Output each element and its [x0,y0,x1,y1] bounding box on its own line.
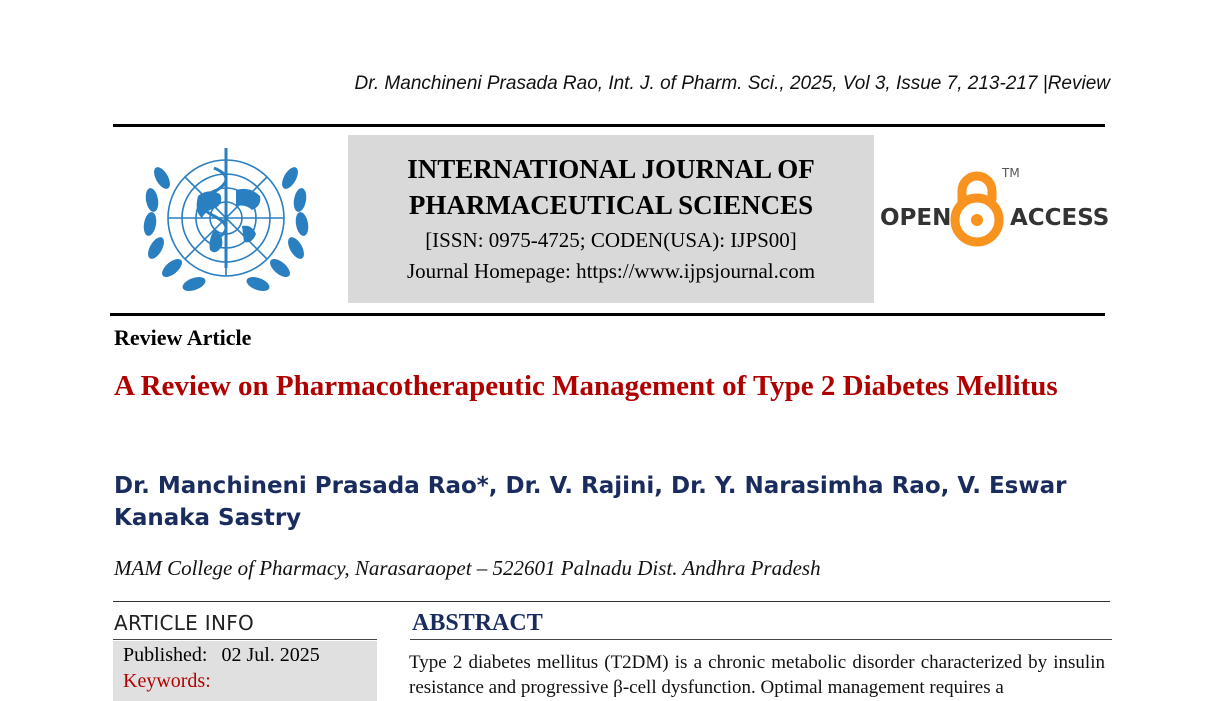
keywords-label: Keywords: [123,670,211,692]
open-access-word-open: OPEN [880,205,952,231]
journal-title-line-1: INTERNATIONAL JOURNAL OF [407,154,815,184]
author-affiliation: MAM College of Pharmacy, Narasaraopet – 522601 Palnadu Dist. Andhra Pradesh [114,556,821,580]
journal-issn: [ISSN: 0975-4725; CODEN(USA): IJPS00] [425,228,797,252]
article-info-rule [113,639,377,640]
un-emblem-icon [126,138,326,306]
running-head: Dr. Manchineni Prasada Rao, Int. J. of Pharm. Sci., 2025, Vol 3, Issue 7, 213-217 |Review [354,73,1110,94]
journal-title-line-2: PHARMACEUTICAL SCIENCES [408,190,814,220]
abstract-text: Type 2 diabetes mellitus (T2DM) is a chronic metabolic disorder characterized by insulin resistance and progressive β-cell dysfunction. Optimal management requires a [409,652,1105,698]
abstract-rule [410,639,1112,640]
published-label: Published: [123,644,208,666]
open-access-lock-icon [955,176,999,242]
open-access-tm: TM [1002,166,1020,180]
published-value: 02 Jul. 2025 [221,644,320,666]
article-type: Review Article [114,325,252,350]
article-title: A Review on Pharmacotherapeutic Management of Type 2 Diabetes Mellitus [114,370,1058,402]
journal-title [348,151,874,223]
journal-masthead [348,135,874,303]
header-rule-top [113,124,1105,127]
open-access-word-access: ACCESS [1010,205,1108,231]
article-authors: Dr. Manchineni Prasada Rao*, Dr. V. Rajini, Dr. Y. Narasimha Rao, V. Eswar Kanaka Sastry [114,473,1067,531]
open-access-logo [880,163,1108,253]
article-info-heading: ARTICLE INFO [114,611,255,635]
affiliation-rule [113,601,1110,602]
header-rule-bottom [110,313,1105,316]
abstract-heading: ABSTRACT [412,610,543,636]
journal-homepage: Journal Homepage: https://www.ijpsjournal.com [406,259,816,283]
published-date [123,644,320,667]
